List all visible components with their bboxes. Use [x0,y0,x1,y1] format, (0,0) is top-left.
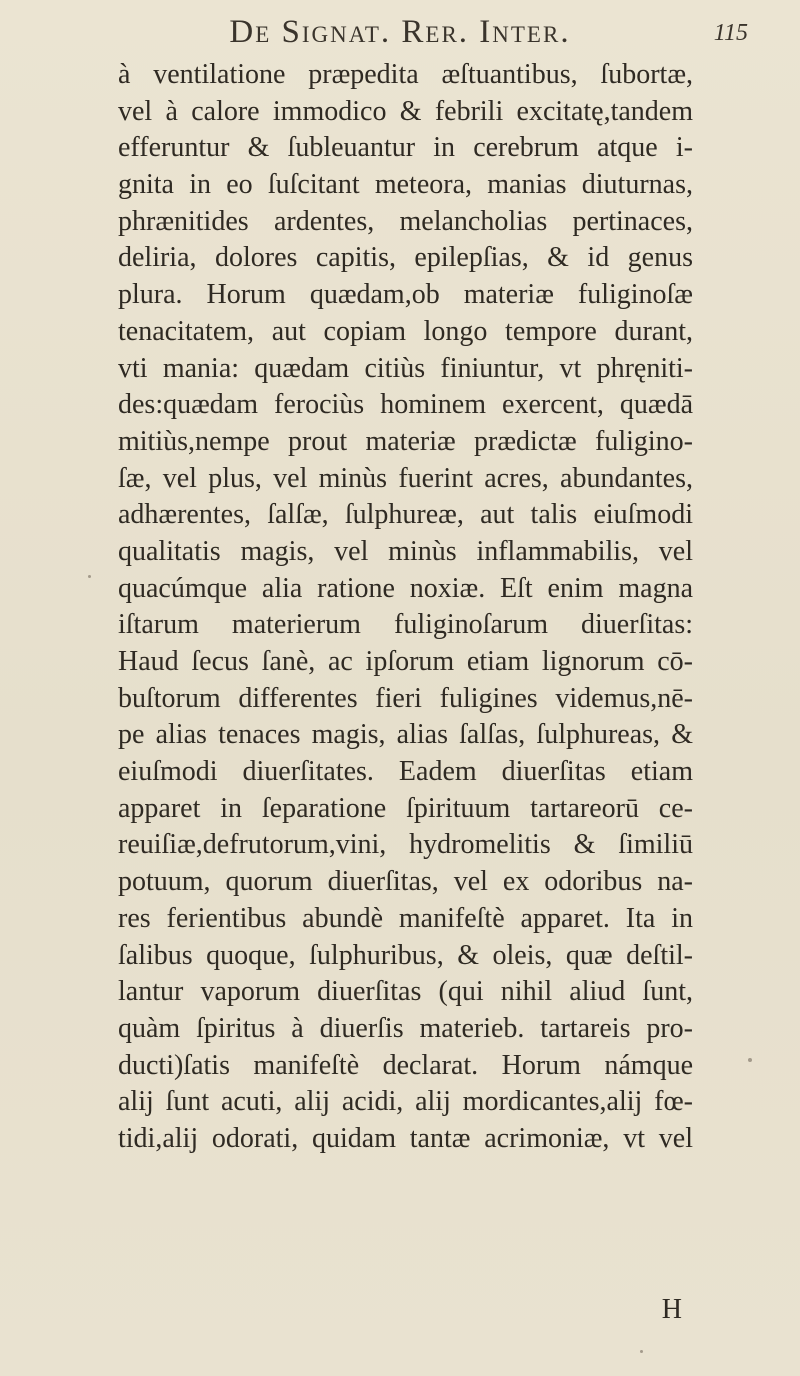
paper-speck [88,575,91,578]
text-line: adhærentes, ſalſæ, ſulphureæ, aut talis eiuſmodi [118,499,693,531]
text-line: tidi,alij odorati, quidam tantæ acrimoniæ, vt vel [118,1122,693,1154]
text-line: ſalibus quoque, ſulphuribus, & oleis, quæ deſtil- [118,939,693,971]
text-line: pe alias tenaces magis, alias ſalſas, ſulphureas, & [118,719,693,751]
text-line: potuum, quorum diuerſitas, vel ex odoribus na- [118,866,693,898]
text-line: tenacitatem, aut copiam longo tempore durant, [118,315,693,347]
text-line: vel à calore immodico & febrili excitatę,tandem [118,95,693,127]
text-line: qualitatis magis, vel minùs inflammabilis, vel [118,535,693,567]
page-number: 115 [713,20,748,46]
text-line: reuiſiæ,defrutorum,vini, hydromelitis & ſimiliū [118,829,693,861]
text-line: deliria, dolores capitis, epilepſias, & id genus [118,242,693,274]
body-text [118,57,693,1158]
text-line: alij ſunt acuti, alij acidi, alij mordicantes,alij fœ- [118,1086,693,1118]
text-line: mitiùs,nempe prout materiæ prædictæ fuligino- [118,425,693,457]
text-line: lantur vaporum diuerſitas (qui nihil aliud ſunt, [118,976,693,1008]
text-line: ſæ, vel plus, vel minùs fuerint acres, abundantes, [118,462,693,494]
text-line: apparet in ſeparatione ſpirituum tartareorū ce- [118,792,693,824]
text-line: à ventilatione præpedita æſtuantibus, ſubortæ, [118,59,693,90]
paper-speck [640,1350,643,1353]
text-line: iſtarum materierum fuliginoſarum diuerſitas: [118,609,693,641]
text-line: plura. Horum quædam,ob materiæ fuliginoſæ [118,279,693,311]
text-line: quàm ſpiritus à diuerſis materieb. tartareis pro- [118,1012,693,1044]
text-line: phrænitides ardentes, melancholias pertinaces, [118,205,693,237]
text-line: ducti)ſatis manifeſtè declarat. Horum námque [118,1049,693,1081]
text-line: quacúmque alia ratione noxiæ. Eſt enim magna [118,572,693,604]
running-head [0,10,800,60]
text-line: des:quædam ferociùs hominem exercent, quædā [118,389,693,421]
text-line: efferuntur & ſubleuantur in cerebrum atque i- [118,132,693,164]
running-title: De Signat. Rer. Inter. [229,14,571,50]
text-line: eiuſmodi diuerſitates. Eadem diuerſitas etiam [118,756,693,788]
text-line: gnita in eo ſuſcitant meteora, manias diuturnas, [118,169,693,201]
catchword: H [661,1294,682,1325]
paper-speck [748,1058,752,1062]
text-line: res ferientibus abundè manifeſtè apparet. Ita in [118,902,693,934]
text-line: buſtorum differentes fieri fuligines videmus,nē- [118,682,693,714]
text-line: vti mania: quædam citiùs finiuntur, vt phręniti- [118,352,693,384]
text-line: Haud ſecus ſanè, ac ipſorum etiam lignorum cō- [118,646,693,677]
